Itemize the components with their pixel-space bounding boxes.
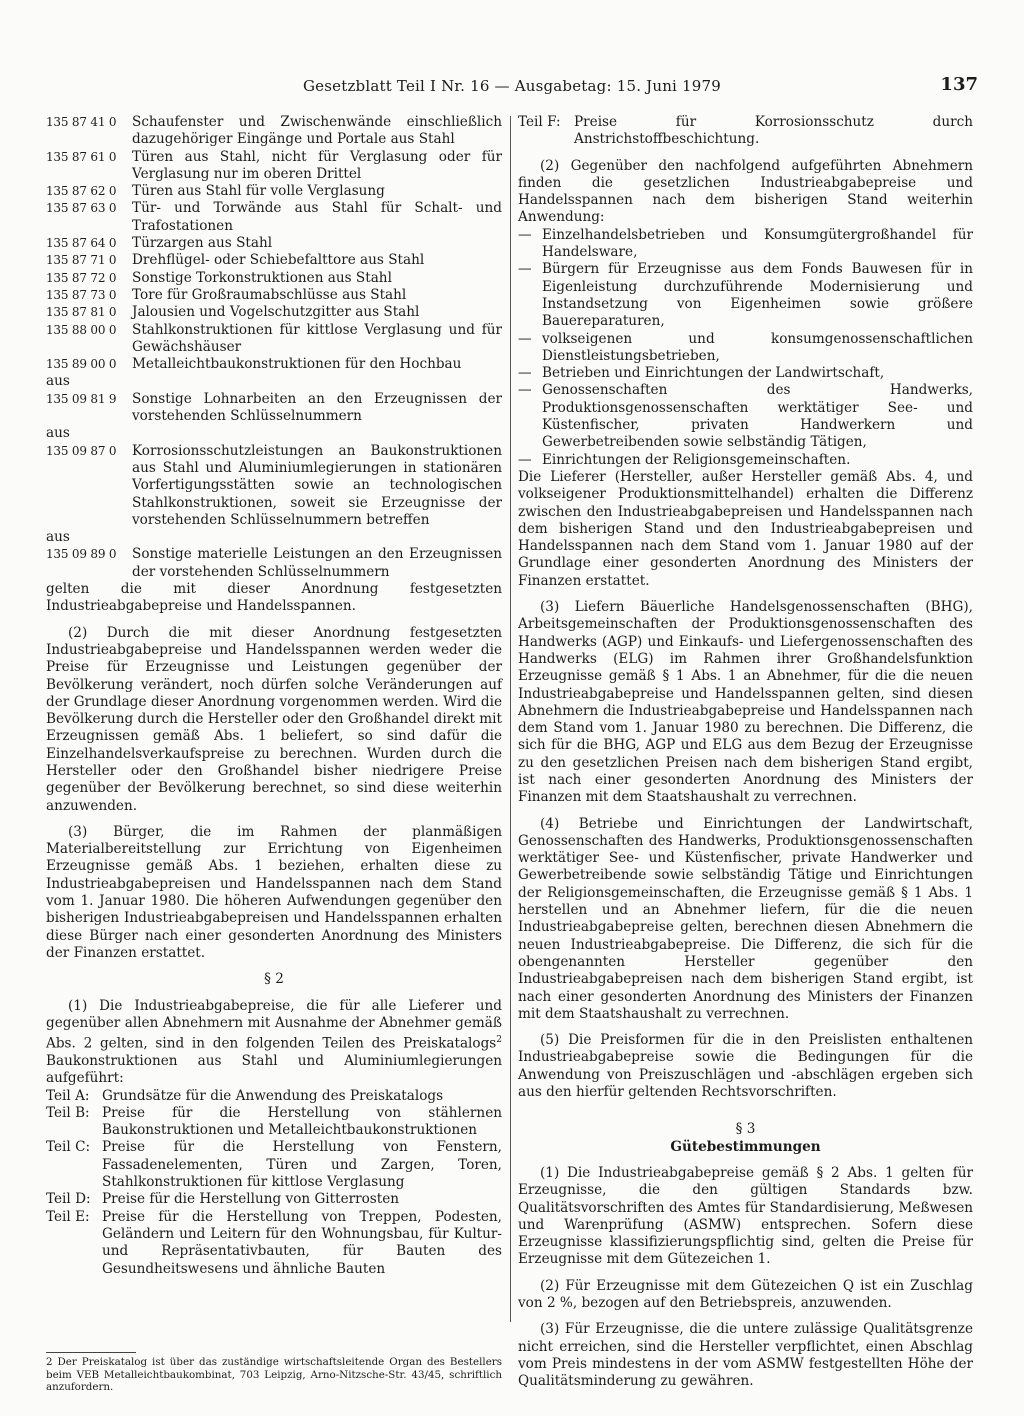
catalog-entry (46, 443, 502, 529)
teil-item (46, 1209, 502, 1278)
catalog-entry (46, 304, 502, 321)
page-number: 137 (940, 74, 978, 95)
list-item-text: Einrichtungen der Religionsgemeinschaften. (542, 451, 851, 468)
dash-mark: — (518, 330, 532, 347)
catalog-code: 135 09 81 9 (46, 391, 117, 406)
catalog-entry (46, 322, 502, 357)
section-heading: § 3 (735, 1121, 756, 1138)
catalog-desc: Sonstige Lohnarbeiten an den Erzeugnissen der vorstehenden Schlüsselnummern (132, 390, 502, 425)
catalog-desc: Drehflügel- oder Schiebefalttore aus Stahl (132, 252, 425, 269)
catalog-desc: Sonstige materielle Leistungen an den Erzeugnissen der vorstehenden Schlüsselnummern (132, 546, 502, 580)
paragraph-3-3: (3) Für Erzeugnisse, die die untere zulässige Qualitätsgrenze nicht erreichen, sind die Hersteller verpflichtet, einen Abschlag vom Preis mindestens in der vom ASMW festgestellten Höhe der Qualitätsminderung zu gewähren. (518, 1321, 973, 1390)
aus-label: aus (46, 529, 70, 546)
teil-item (46, 1088, 502, 1105)
catalog-desc: Türzargen aus Stahl (132, 235, 273, 252)
paragraph-2-3: (3) Liefern Bäuerliche Handelsgenossenschaften (BHG), Arbeitsgemeinschaften der Produktionsgenossenschaften des Handwerks (AGP) und Einkaufs- und Liefergenossenschaften des Handwerks (ELG) im Rahmen ihrer Großhandelsfunktion Erzeugnisse gemäß § 1 Abs. 1 an Abnehmer, für die die neuen Industrieabgabepreise und Handelsspannen gelten, sind diesen Abnehmern die Industrieabgabepreise und Handelsspannen nach dem Stand vom 1. Januar 1980 zu berechnen. Die Differenz, die sich für die BHG, AGP und ELG aus dem Bezug der Erzeugnisse zu den gesetzlichen Preisen nach dem bisherigen Stand ergibt, ist nach einer gesonderten Anordnung des Ministers der Finanzen mit dem Staatshaushalt zu verrechnen. (518, 599, 973, 806)
teil-item (518, 114, 973, 149)
teil-label: Teil F: (518, 114, 561, 130)
dash-mark: — (518, 261, 532, 278)
catalog-desc: Türen aus Stahl, nicht für Verglasung oder für Verglasung nur im oberen Drittel (132, 148, 502, 182)
teil-label: Teil A: (46, 1087, 90, 1104)
catalog-desc: Schaufenster und Zwischenwände einschließlich dazugehöriger Eingänge und Portale aus Stahl (132, 114, 502, 148)
catalog-code: 135 88 00 0 (46, 322, 117, 337)
catalog-code: 135 87 81 0 (46, 305, 117, 320)
catalog-entry (46, 546, 502, 581)
page-header (0, 74, 1024, 104)
catalog-entry (46, 200, 502, 235)
catalog-desc: Metalleichtbaukonstruktionen für den Hochbau (132, 356, 462, 373)
teil-text: Preise für die Herstellung von Treppen, Podesten, Geländern und Leitern für den Wohnungsbau, für Kultur- und Repräsentativbauten, für Bauten des Gesundheitswesens und ähnliche Bauten (102, 1208, 502, 1277)
catalog-desc: Stahlkonstruktionen für kittlose Verglasung und für Gewächshäuser (132, 321, 502, 355)
dash-mark: — (518, 382, 532, 399)
catalog-desc: Sonstige Torkonstruktionen aus Stahl (132, 269, 392, 286)
teil-item (46, 1105, 502, 1140)
catalog-code: 135 87 62 0 (46, 184, 117, 199)
catalog-code: 135 09 89 0 (46, 547, 117, 562)
list-item (518, 382, 973, 451)
list-item-text: Betrieben und Einrichtungen der Landwirtschaft, (542, 365, 885, 382)
section-title: Gütebestimmungen (670, 1138, 821, 1155)
teil-list (46, 1088, 502, 1278)
catalog-code: 135 89 00 0 (46, 357, 117, 372)
catalog-code: 135 87 73 0 (46, 287, 117, 302)
footnote-divider (46, 1352, 136, 1353)
right-column (518, 114, 973, 1390)
list-item-text: Einzelhandelsbetrieben und Konsumgütergroßhandel für Handelsware, (542, 226, 973, 261)
list-item (518, 365, 973, 382)
paragraph-3-1: (1) Die Industrieabgabepreise gemäß § 2 Abs. 1 gelten für Erzeugnisse, die den gültigen Standards bzw. Qualitätsvorschriften des Amtes für Standardisierung, Meßwesen und Warenprüfung (ASMW) entsprechen. Sofern diese Erzeugnisse klassifizierungspflichtig sind, gelten die Preise für Erzeugnisse mit dem Gütezeichen 1. (518, 1164, 973, 1268)
catalog-entry (46, 287, 502, 304)
teil-text: Preise für Korrosionsschutz durch Anstrichstoffbeschichtung. (574, 114, 973, 148)
catalog-code: 135 87 41 0 (46, 115, 117, 129)
paragraph-1-2: (2) Durch die mit dieser Anordnung festgesetzten Industrieabgabepreise und Handelsspannen werden weder die Preise für Erzeugnisse und Leistungen gegenüber der Bevölkerung verändert, noch dürfen solche Veränderungen auf der Grundlage dieser Anordnung vorgenommen werden. Wird die Bevölkerung durch die Hersteller oder den Großhandel direkt mit Erzeugnissen gemäß Abs. 1 beliefert, so sind dafür die Einzelhandelsverkaufspreise zu berechnen. Wurden durch die Hersteller oder den Großhandel bisher niedrigere Preise gegenüber der Bevölkerung berechnet, so sind diese weiterhin anzuwenden. (46, 624, 502, 814)
catalog-code: 135 09 87 0 (46, 443, 117, 458)
section-heading: § 2 (264, 971, 284, 988)
teil-label: Teil D: (46, 1191, 91, 1208)
dash-mark: — (518, 365, 532, 382)
left-column (46, 114, 502, 1278)
list-item-text: volkseigenen und konsumgenossenschaftlichen Dienstleistungsbetrieben, (542, 330, 973, 364)
catalog-entry (46, 183, 502, 200)
gazette-title: Gesetzblatt Teil I Nr. 16 — Ausgabetag: 15. Juni 1979 (302, 77, 722, 95)
column-divider (510, 116, 511, 1322)
catalog-code: 135 87 71 0 (46, 253, 117, 268)
paragraph-3-2: (2) Für Erzeugnisse mit dem Gütezeichen Q ist ein Zuschlag von 2 %, bezogen auf den Betriebspreis, anzuwenden. (518, 1277, 973, 1311)
list-item-text: Genossenschaften des Handwerks, Produktionsgenossenschaften werktätiger See- und Küstenfischer, privaten Handwerkern und Gewerbetreibenden sowie selbständig Tätigen, (542, 382, 973, 451)
abnehmer-list (518, 227, 973, 469)
catalog-code: 135 87 61 0 (46, 149, 117, 164)
aus-label: aus (46, 425, 70, 442)
teil-text: Preise für die Herstellung von stählernen Baukonstruktionen und Metalleichtbaukonstruktionen (102, 1104, 502, 1139)
catalog-entry (46, 149, 502, 184)
teil-label: Teil E: (46, 1208, 90, 1225)
teil-text: Preise für die Herstellung von Gitterrosten (102, 1191, 400, 1208)
teil-text: Grundsätze für die Anwendung des Preiskatalogs (102, 1087, 444, 1104)
catalog-code: 135 87 72 0 (46, 270, 117, 285)
teil-item (46, 1139, 502, 1191)
dash-mark: — (518, 226, 532, 243)
list-item (518, 452, 973, 469)
list-item (518, 261, 973, 330)
list-item (518, 331, 973, 366)
catalog-code: 135 87 64 0 (46, 236, 117, 251)
aus-label: aus (46, 373, 70, 390)
teil-item (46, 1191, 502, 1208)
catalog-entry (46, 252, 502, 269)
catalog-entry (46, 235, 502, 252)
paragraph-2-1 (46, 998, 502, 1088)
paragraph-2-4: (4) Betriebe und Einrichtungen der Landwirtschaft, Genossenschaften des Handwerks, Produktionsgenossenschaften werktätiger See- und Küstenfischer, private Handwerker und Gewerbetreibende sowie selbständig Tätige und Einrichtungen der Religionsgemeinschaften, die Erzeugnisse gemäß § 1 Abs. 1 herstellen und an Abnehmer liefern, für die die neuen Industrieabgabepreise gelten, berechnen diesen Abnehmern die neuen Industrieabgabepreise. Die Differenz, die sich für die obengenannten Hersteller gegenüber den Industrieabgabepreisen nach dem bisherigen Stand ergibt, ist nach einer gesonderten Anordnung des Ministers der Finanzen mit dem Staatshaushalt zu verrechnen. (518, 815, 973, 1022)
catalog-closing: gelten die mit dieser Anordnung festgesetzten Industrieabgabepreise und Handelsspannen. (46, 581, 502, 615)
catalog-desc: Jalousien und Vogelschutzgitter aus Stahl (132, 304, 420, 321)
catalog-desc: Tore für Großraumabschlüsse aus Stahl (132, 286, 407, 303)
paragraph-1-3: (3) Bürger, die im Rahmen der planmäßigen Materialbereitstellung zur Errichtung von Eigenheimen Erzeugnisse gemäß Abs. 1 beziehen, erhalten diese zu Industrieabgabepreisen und Handelsspannen nach dem Stand vom 1. Januar 1980. Die höheren Aufwendungen gegenüber den bisherigen Industrieabgabepreisen und Handelsspannen erhalten diese Bürger nach einer gesonderten Anordnung des Ministers der Finanzen erstattet. (46, 823, 502, 961)
teil-label: Teil C: (46, 1139, 91, 1156)
footnote-ref: 2 (496, 1035, 502, 1046)
teil-text: Preise für die Herstellung von Fenstern, Fassadenelementen, Türen und Zargen, Toren, Stahlkonstruktionen für kittlose Verglasung (102, 1139, 502, 1191)
paragraph-2-1-text-b: Baukonstruktionen aus Stahl und Aluminiumlegierungen aufgeführt: (46, 1052, 502, 1087)
footnote: 2 Der Preiskatalog ist über das zuständige wirtschaftsleitende Organ des Bestellers beim VEB Metalleichtbaukombinat, 703 Leipzig, Arno-Nitzsche-Str. 43/45, schriftlich anzufordern. (46, 1356, 502, 1394)
catalog-entry (46, 356, 502, 373)
catalog-entry (46, 270, 502, 287)
list-item-text: Bürgern für Erzeugnisse aus dem Fonds Bauwesen für in Eigenleistung durchzuführende Modernisierung und Instandsetzung von Eigenheimen sowie größere Bauereparaturen, (542, 261, 973, 330)
paragraph-2-2: (2) Gegenüber den nachfolgend aufgeführten Abnehmern finden die gesetzlichen Industrieabgabepreise und Handelsspannen nach dem bisherigen Stand weiterhin Anwendung: (518, 157, 973, 226)
list-item (518, 227, 973, 262)
teil-label: Teil B: (46, 1104, 90, 1121)
paragraph-2-5: (5) Die Preisformen für die in den Preislisten enthaltenen Industrieabgabepreise sowie die Bedingungen für die Anwendung von Preiszuschlägen und -abschlägen ergeben sich aus den hierfür geltenden Rechtsvorschriften. (518, 1032, 973, 1101)
catalog-list (46, 114, 502, 581)
catalog-entry (46, 114, 502, 149)
paragraph-2-1-text-a: (1) Die Industrieabgabepreise, die für alle Lieferer und gegenüber allen Abnehmern mit Ausnahme der Abnehmer gemäß Abs. 2 gelten, sind in den folgenden Teilen des Preiskatalogs (46, 997, 502, 1052)
dash-mark: — (518, 451, 532, 468)
catalog-desc: Tür- und Torwände aus Stahl für Schalt- und Trafostationen (132, 200, 502, 234)
catalog-desc: Korrosionsschutzleistungen an Baukonstruktionen aus Stahl und Aluminiumlegierungen in stationären Vorfertigungsstätten sowie an technologischen Stahlkonstruktionen, soweit sie Erzeugnisse der vorstehenden Schlüsselnummern betreffen (132, 442, 502, 528)
catalog-desc: Türen aus Stahl für volle Verglasung (132, 183, 385, 200)
catalog-code: 135 87 63 0 (46, 201, 117, 216)
catalog-entry (46, 391, 502, 426)
paragraph-2-2-closing: Die Lieferer (Hersteller, außer Hersteller gemäß Abs. 4, und volkseigener Produktionsmittelhandel) erhalten die Differenz zwischen den Industrieabgabepreisen und Handelsspannen nach dem bisherigen Stand und den Industrieabgabepreisen und Handelsspannen nach dem Stand vom 1. Januar 1980 auf der Grundlage einer gesonderten Anordnung des Ministers der Finanzen erstattet. (518, 468, 973, 589)
